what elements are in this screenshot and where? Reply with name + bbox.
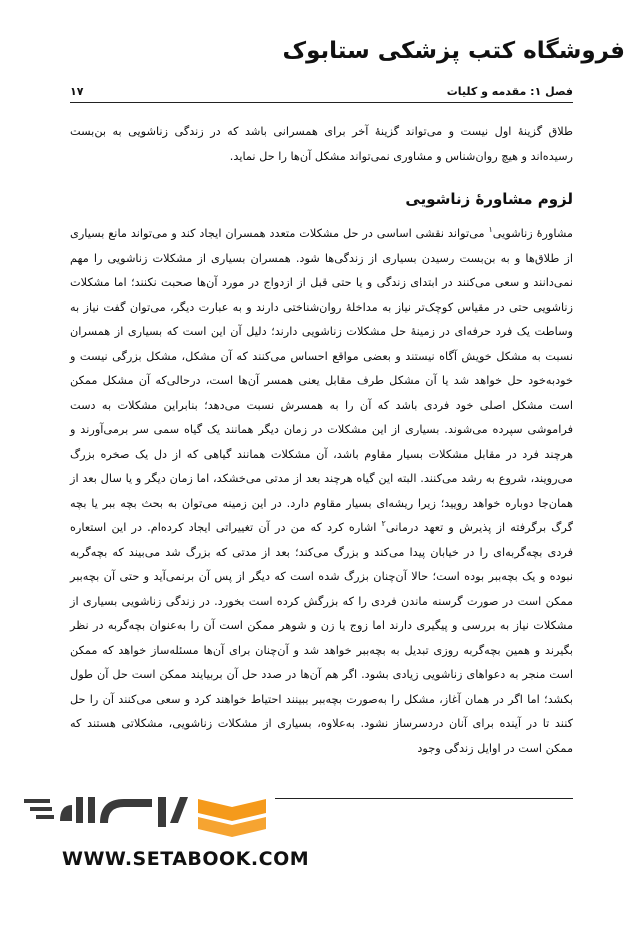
setabook-logo (20, 785, 275, 840)
setabook-logo-icon (20, 785, 275, 840)
section-heading: لزوم مشاورهٔ زناشویی (405, 190, 573, 208)
website-url[interactable]: WWW.SETABOOK.COM (62, 848, 310, 870)
main-paragraph-part3: اشاره کرد که من در آن تغییراتی ایجاد کرده‌ام. در این استعاره فردی بچه‌گربه‌ای را در خیابان پیدا می‌کند و بزرگ می‌کند؛ بعد از مدتی که بزرگ شد می‌بیند که بچه‌گربه نبوده و یک بچه‌ببر بوده است؛ حالا آن‌چنان بزرگ شده است که دیگر از پس آن برنمی‌آید و حتی آن بچه‌ببر ممکن است در صورت گرسنه ماندن فردی را که بزرگش کرده است بخورد. در زندگی زناشویی بسیاری از مشکلات نیاز به بررسی و پیگیری دارند اما زوج یا زن و شوهر ممکن است آن را به‌عنوان بچه‌گربه در نظر بگیرند و همین بچه‌گربه روزی تبدیل به بچه‌ببر خواهد شد و آن‌چنان برای آن‌ها مسئله‌ساز خواهد که ممکن است منجر به دعواهای زناشویی زیادی بشود. اگر هم آن‌ها در صدد حل آن بربیایند ممکن است حل آن طول بکشد؛ اما اگر در همان آغاز، مشکل را به‌صورت بچه‌ببر ببینند احتیاط خواهند کرد و سعی می‌کنند آن را حل کنند تا در آینده برای آنان دردسرساز نشود. به‌علاوه، بسیاری از مشکلات زناشویی، مشکلاتی هستند که ممکن است در اوایل زندگی وجود (70, 521, 573, 755)
store-banner-title: فروشگاه کتب پزشکی ستابوک (282, 38, 625, 64)
footnote-ref-1: ۱ (488, 225, 493, 235)
main-paragraph-part2: می‌تواند نقشی اساسی در حل مشکلات متعدد همسران ایجاد کند و می‌تواند مانع بسیاری از طلاق‌ها و به بن‌بست رسیدن بسیاری از زندگی‌ها شود. همسران بسیاری از مشکلات زناشویی را مهم نمی‌دانند و سعی می‌کنند در ابتدای زندگی و یا حتی قبل از ازدواج در مورد آن‌ها صحبت نکنند؛ اما مشکلات زناشویی حتی در مقیاس کوچک‌تر نیاز به مداخلهٔ روان‌شناختی دارند و به عبارت دیگر، می‌توان گفت نیاز به وساطت یک فرد حرفه‌ای در زمینهٔ حل مشکلات زناشویی دارند؛ دلیل آن این است که بسیاری از همسران نسبت به مشکل خویش آگاه نیستند و بعضی مواقع احساس می‌کنند که آن مشکل، مشکل بزرگی نیست و خودبه‌خود حل خواهد شد یا آن مشکل طرف مقابل یعنی همسر آن‌ها است، درحالی‌که آن مشکل ممکن است مشکل اصلی خود فردی باشد که آن را به همسرش نسبت می‌دهد؛ بنابراین مشکلات به دست فراموشی سپرده می‌شوند. بسیاری از این مشکلات در زمان دیگر همانند یک گیاه سمی سر برمی‌آورند و هرچند فرد در مقابل مشکلات بسیار مقاوم باشد، آن مشکلات همانند گیاهی که از دل یک صخره بزرگ می‌رویند، شروع به رشد می‌کنند. البته این گیاه هرچند بعد از مدتی می‌خشکد، اما زمان دیگر و یا سال بعد از همان‌جا دوباره خواهد رویید؛ زیرا ریشه‌ای بسیار مقاوم دارد. در این زمینه می‌توان به بحث بچه ببر یا بچه گرگ برگرفته از پذیرش و تعهد درمانی (70, 227, 574, 534)
chapter-title: فصل ۱: مقدمه و کلیات (446, 85, 573, 98)
running-head (70, 84, 573, 103)
main-paragraph-part1: مشاورهٔ زناشویی (492, 227, 573, 240)
main-paragraph (70, 222, 573, 761)
intro-paragraph: طلاق گزینهٔ اول نیست و می‌تواند گزینهٔ آخر برای همسرانی باشد که در زندگی زناشویی به بن‌بست رسیده‌اند و هیچ روان‌شناس و مشاوری نمی‌تواند مشکل آن‌ها را حل نماید. (70, 125, 573, 163)
footnote-ref-2: ۲ (381, 519, 386, 529)
page-number: ۱۷ (70, 85, 84, 98)
